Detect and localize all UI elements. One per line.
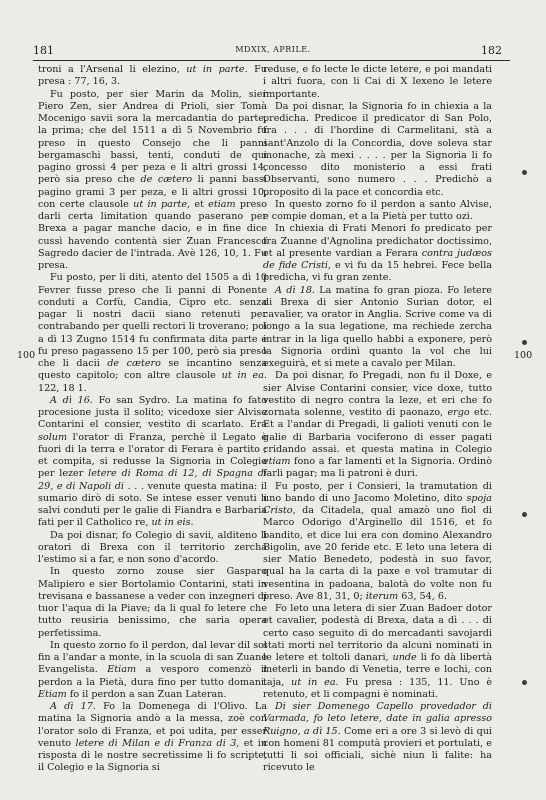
paragraph-dated-entry: A dì 17. Fo la Domenega di l'Olivo. La matina la Signoria andò a la messa, zoè con l'orator solo di Franza, et poi udita, per esser venuto letere di Milan e di Franza di 3, et in risposta di le nostre secretissime li fo scripte, il Colegio e la Signoria si	[38, 701, 267, 774]
paragraph: Da poi disnar, fo Colegio di savii, alditeno li oratori di Brexa con il territorio zercha l'estimo si a far, e non sono d'acordo.	[38, 529, 267, 565]
paragraph: Fu posto, per li diti, atento del 1505 a dì 10 Fevrer fusse preso che li panni di Ponente conduti a Corfù, Candia, Cipro etc. senza pagar li nostri dacii siano retenuti per contrabando per quelli rectori li troverano; poi a dì 13 Zugno 1514 fu confirmata dita parte e fu preso pagasseno 15 per 100, però sia preso che li dacii de cætero se incantino senza questo capitolo; con altre clausole ut in ea. 122, 18 1.	[38, 272, 267, 394]
paragraph-dated-entry: Di sier Domenego Capello provedador di Varmada, fo leto letere, date in galia apresso Ruigno, a dì 15. Come eri a ore 3 si levò di qui con homeni 81 computà provieri et portulati, e tutti li soi officiali, sichè niun li falite: ha ricevuto le	[263, 701, 492, 774]
paragraph-dated-entry: A dì 16. Fo san Sydro. La matina fo fato procesione justa il solito; vicedoxe sier Alvise Contarini el consier, vestito di scarlato. Era solum l'orator di Franza, perchè il Legato è fuori di la terra e l'orator di Ferara è partito ; et compita, si redusse la Signoria in Colegio per lezer letere di Roma di 12, di Spagna di 29, e di Napoli di . . . venute questa matina: il sumario dirò di soto. Se intese esser venuti li salvi conduti per le galie di Fiandra e Barbaria fati per il Catholico re, ut in eis.	[38, 394, 267, 529]
paragraph: In questo zorno fo il perdon a santo Alvise, e compie doman, et a la Pietà per tutto ozi.	[263, 198, 492, 222]
page-number-left: 181	[33, 44, 54, 57]
binding-hole	[522, 680, 527, 685]
left-column	[38, 64, 267, 775]
binding-hole	[522, 340, 527, 345]
paragraph-dated-entry: A dì 18. La matina fo gran pioza. Fo letere di Brexa di sier Antonio Surian dotor, el cavalier, va orator in Anglia. Scrive come va di longo a la sua legatione, ma rechiede zercha intrar in la liga quello habbi a exponere, però la Signoria ordinì quanto la vol che lui exeguirà, et si mete a cavalo per Milan.	[263, 284, 492, 369]
paragraph: Da poi disnar, la Signoria fo in chiexia a la predicha. Predicoe il predicator di San Polo, fra . . . di l'hordine di Carmelitani, stà a sant'Anzolo di la Concordia, dove soleva star monache, zà mexi . . . . per la Signoria li fo concesso dito monisterio a essi frati Observanti, sono numero . . . Predichò a proposito di la pace et concordia etc.	[263, 100, 492, 198]
paragraph: In chiexia di Frati Menori fo predicato per fra Zuanne d'Agnolina predichator doctissimo, et al presente vardian a Ferara contra judæos de fide Cristi, e vi fu da 15 hebrei. Fece bella predicha, vi fu gran zente.	[263, 223, 492, 284]
margin-number-left: 100	[17, 350, 36, 361]
paragraph: In questo zorno fo il perdon, dal levar dil sol fin a l'andar a monte, in la scuola di san Zuane Evangelista. Etiam a vesporo comenzò il perdon a la Pietà, dura fino per tutto domani. Etiam fo il perdon a san Zuan Lateran.	[38, 639, 267, 700]
header-rule	[33, 60, 510, 61]
paragraph: In questo zorno zouse sier Gasparo Malipiero e sier Bortolamio Contarini, stati in trevisana e bassanese a veder con inzegneri di tuor l'aqua di la Piave; da li qual fo letere che tutto reusiria benissimo, che saria opera perfetissima.	[38, 566, 267, 639]
binding-hole	[522, 170, 527, 175]
paragraph: Fu posto, per i Consieri, la tramutation di uno bando di uno Jacomo Moletino, dito spoja Cristo, da Citadela, qual amazò uno fiol di Marco Odorigo d'Arginello dil 1516, et fo bandito, et dice lui era con domino Alexandro Bigolin, ave 20 feride etc. E leto una letera di sier Matio Benedeto, podestà in suo favor, qual ha la carta di la paxe e vol tramutar di vesentina in padoana, balotà do volte non fu preso. Ave 81, 31, 0; iterum 63, 54, 6.	[263, 480, 492, 602]
paragraph: Fu posto, per sier Marin da Molin, sier Piero Zen, sier Andrea di Prioli, sier Tomà Mocenigo savii sora la mercadantia do parte, la prima; che del 1511 a dì 5 Novembrio fu preso in questo Consejo che li panni bergamaschi bassi, tenti, conduti de qui pagino grossi 4 per peza e li altri grossi 14, però sia preso che de cætero li panni bassi pagino grami 3 per peza, e li altri grossi 10, con certe clausole ut in parte, et etiam preso darli certa limitation quando paserano per Brexa a pagar manche dacio, e in fine dice cussì havendo contentà sier Zuan Francesco Sagredo dacier de l'intrada. Avè 126, 10, 1. Fu presa.	[38, 88, 267, 271]
page-number-right: 182	[481, 44, 502, 57]
binding-hole	[522, 512, 527, 517]
paragraph: Fo leto una letera di sier Zuan Badoer dotor et cavalier, podestà di Brexa, data a dì . . . di certo caso seguito di do mercadanti savojardi stati morti nel territorio da alcuni nominati in le letere et toltoli danari, unde li fo dà libertà meterli in bando di Venetia, terre e lochi, con taja, ut in ea. Fu presa : 135, 11. Uno è retenuto, et li compagni è nominati.	[263, 603, 493, 700]
paragraph: troni a l'Arsenal li elezino, ut in parte. Fu presa : 77, 16, 3.	[38, 64, 267, 88]
page-header	[0, 44, 546, 60]
running-title: MDXIX, APRILE.	[235, 45, 311, 54]
paragraph: Da poi disnar, fo Pregadi, non fu il Doxe, e sier Alvise Contarini consier, vice doxe, tutto vestito di negro contra la leze, et eri che fo zornata solenne, vestito di paonazo, ergo etc. Et a l'andar di Pregadi, li galioti venuti con le galie di Barbaria vociferono di esser pagati cridando assai. et questa matina in Colegio etiam fono a far lamenti et la Signoria. Ordinò farli pagar; ma li patroni è duri.	[263, 370, 492, 480]
paragraph: reduse, e fo lecte le dicte letere, e poi mandati i altri fuora, con li Cai di X lexeno le letere importante.	[263, 64, 492, 100]
margin-number-right: 100	[514, 350, 533, 361]
right-column	[263, 64, 492, 775]
